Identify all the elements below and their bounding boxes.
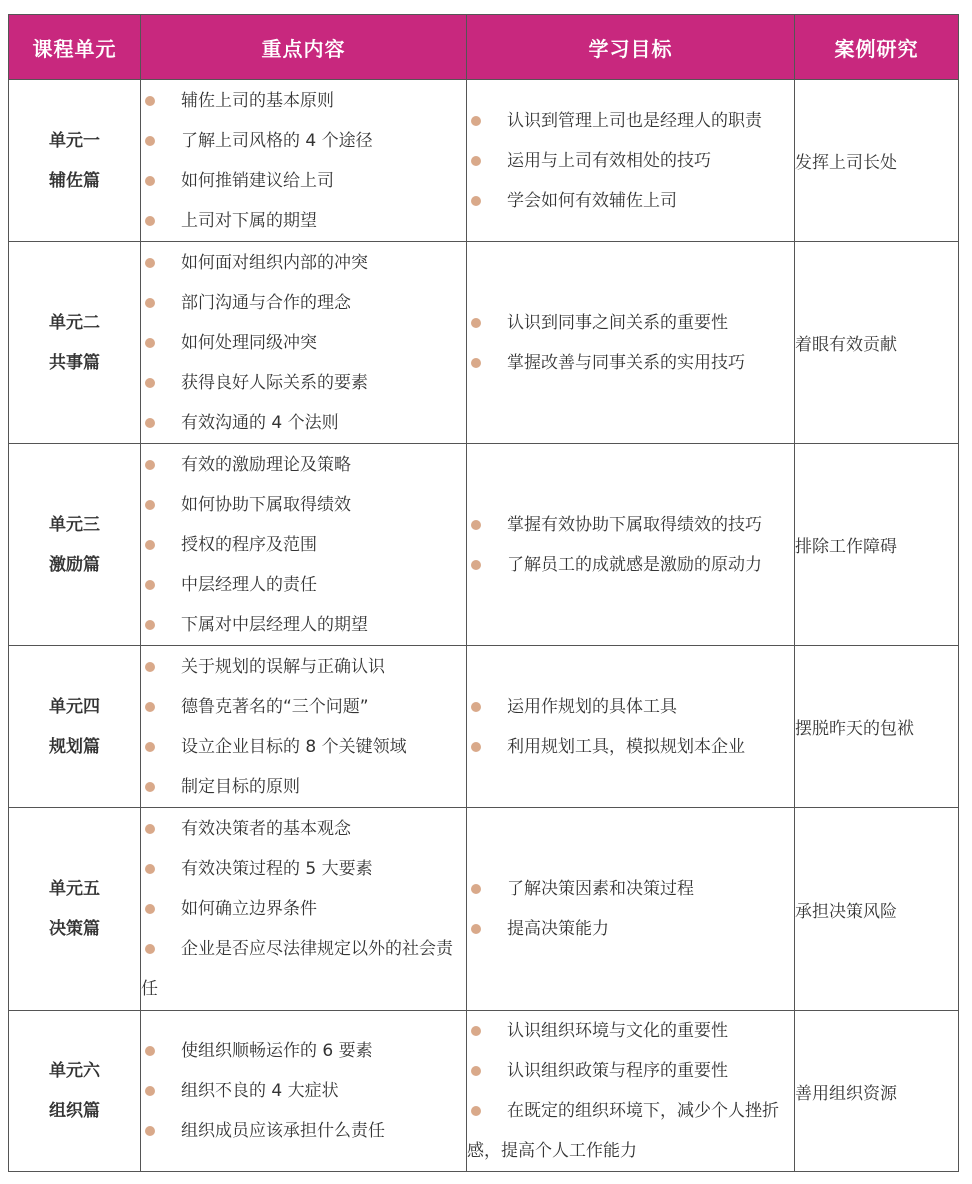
bullet-icon (145, 620, 155, 630)
goals-list (467, 1011, 794, 1171)
unit-title: 激励篇 (49, 554, 100, 575)
table-row (9, 808, 959, 1011)
list-item: 认识到管理上司也是经理人的职责 (467, 101, 794, 141)
list-item: 在既定的组织环境下，减少个人挫折感，提高个人工作能力 (467, 1101, 779, 1161)
list-item: 如何推销建议给上司 (141, 161, 466, 201)
unit-number: 单元六 (49, 1061, 100, 1081)
list-item: 中层经理人的责任 (141, 565, 466, 605)
unit-number: 单元三 (49, 514, 100, 535)
unit-title: 组织篇 (49, 1101, 100, 1121)
course-table (8, 14, 959, 1172)
unit-cell (9, 444, 141, 646)
goals-cell (467, 646, 795, 808)
bullet-icon (145, 298, 155, 308)
goals-list (467, 687, 794, 767)
list-item: 获得良好人际关系的要素 (141, 363, 466, 403)
table-row (9, 1011, 959, 1172)
bullet-icon (471, 924, 481, 934)
goals-cell (467, 444, 795, 646)
unit-title: 规划篇 (49, 736, 100, 757)
table-row (9, 444, 959, 646)
goals-list (467, 303, 794, 383)
bullet-icon (471, 702, 481, 712)
bullet-icon (145, 702, 155, 712)
key-points-cell (141, 444, 467, 646)
list-item: 掌握改善与同事关系的实用技巧 (467, 343, 794, 383)
table-row (9, 242, 959, 444)
list-item: 授权的程序及范围 (141, 525, 466, 565)
list-item: 了解员工的成就感是激励的原动力 (467, 545, 794, 585)
key-points-cell (141, 80, 467, 242)
bullet-icon (145, 500, 155, 510)
bullet-icon (145, 460, 155, 470)
case-study-cell: 着眼有效贡献 (795, 242, 959, 444)
list-item: 运用作规划的具体工具 (467, 687, 794, 727)
list-item: 有效的激励理论及策略 (141, 445, 466, 485)
goals-list (467, 505, 794, 585)
list-item: 如何处理同级冲突 (141, 323, 466, 363)
key-points-cell (141, 242, 467, 444)
list-item: 组织不良的 4 大症状 (141, 1071, 466, 1111)
bullet-icon (471, 156, 481, 166)
bullet-icon (145, 216, 155, 226)
list-item: 了解决策因素和决策过程 (467, 869, 794, 909)
goals-cell (467, 242, 795, 444)
list-item: 学会如何有效辅佐上司 (467, 181, 794, 221)
bullet-icon (145, 864, 155, 874)
bullet-icon (471, 520, 481, 530)
table-row (9, 80, 959, 242)
list-item: 企业是否应尽法律规定以外的社会责任 (141, 939, 453, 999)
list-item: 掌握有效协助下属取得绩效的技巧 (467, 505, 794, 545)
header-unit: 课程单元 (9, 15, 141, 80)
bullet-icon (145, 1126, 155, 1136)
list-item: 认识组织环境与文化的重要性 (467, 1011, 794, 1051)
key-points-cell (141, 1011, 467, 1172)
list-item: 下属对中层经理人的期望 (141, 605, 466, 645)
bullet-icon (145, 176, 155, 186)
list-item: 如何面对组织内部的冲突 (141, 243, 466, 283)
bullet-icon (471, 1066, 481, 1076)
bullet-icon (471, 358, 481, 368)
bullet-icon (145, 944, 155, 954)
key-points-list (141, 243, 466, 443)
list-item: 部门沟通与合作的理念 (141, 283, 466, 323)
key-points-cell (141, 646, 467, 808)
list-item: 德鲁克著名的“三个问题” (141, 687, 466, 727)
unit-cell (9, 646, 141, 808)
unit-number: 单元二 (49, 312, 100, 333)
goals-cell (467, 80, 795, 242)
list-item: 上司对下属的期望 (141, 201, 466, 241)
unit-title: 决策篇 (49, 919, 100, 939)
bullet-icon (471, 560, 481, 570)
bullet-icon (145, 782, 155, 792)
case-study-cell: 善用组织资源 (795, 1011, 959, 1172)
bullet-icon (471, 884, 481, 894)
list-item: 设立企业目标的 8 个关键领域 (141, 727, 466, 767)
list-item: 有效决策过程的 5 大要素 (141, 849, 466, 889)
bullet-icon (145, 338, 155, 348)
bullet-icon (145, 580, 155, 590)
bullet-icon (471, 318, 481, 328)
key-points-list (141, 81, 466, 241)
bullet-icon (471, 1106, 481, 1116)
bullet-icon (145, 136, 155, 146)
bullet-icon (145, 378, 155, 388)
list-item: 制定目标的原则 (141, 767, 466, 807)
unit-cell (9, 80, 141, 242)
unit-cell (9, 242, 141, 444)
bullet-icon (145, 662, 155, 672)
list-item: 运用与上司有效相处的技巧 (467, 141, 794, 181)
key-points-list (141, 809, 466, 1009)
bullet-icon (471, 196, 481, 206)
unit-title: 辅佐篇 (49, 170, 100, 191)
list-item: 辅佐上司的基本原则 (141, 81, 466, 121)
header-key-points: 重点内容 (141, 15, 467, 80)
unit-number: 单元一 (49, 130, 100, 151)
case-study-cell: 排除工作障碍 (795, 444, 959, 646)
unit-number: 单元五 (49, 879, 100, 899)
unit-title: 共事篇 (49, 352, 100, 373)
goals-list (467, 101, 794, 221)
bullet-icon (145, 742, 155, 752)
case-study-cell: 承担决策风险 (795, 808, 959, 1011)
bullet-icon (145, 824, 155, 834)
list-item: 了解上司风格的 4 个途径 (141, 121, 466, 161)
goals-list (467, 869, 794, 949)
list-item: 如何协助下属取得绩效 (141, 485, 466, 525)
case-study-cell: 摆脱昨天的包袱 (795, 646, 959, 808)
bullet-icon (145, 1086, 155, 1096)
goals-cell (467, 808, 795, 1011)
bullet-icon (145, 258, 155, 268)
key-points-list (141, 647, 466, 807)
list-item: 关于规划的误解与正确认识 (141, 647, 466, 687)
list-item: 利用规划工具，模拟规划本企业 (467, 727, 794, 767)
table-row (9, 646, 959, 808)
bullet-icon (145, 904, 155, 914)
list-item: 使组织顺畅运作的 6 要素 (141, 1031, 466, 1071)
case-study-cell: 发挥上司长处 (795, 80, 959, 242)
header-row (9, 15, 959, 80)
list-item: 有效沟通的 4 个法则 (141, 403, 466, 443)
unit-cell (9, 808, 141, 1011)
key-points-list (141, 445, 466, 645)
list-item: 组织成员应该承担什么责任 (141, 1111, 466, 1151)
key-points-cell (141, 808, 467, 1011)
list-item: 认识到同事之间关系的重要性 (467, 303, 794, 343)
bullet-icon (471, 742, 481, 752)
bullet-icon (471, 1026, 481, 1036)
list-item: 如何确立边界条件 (141, 889, 466, 929)
unit-cell (9, 1011, 141, 1172)
list-item: 有效决策者的基本观念 (141, 809, 466, 849)
key-points-list (141, 1031, 466, 1151)
list-item: 提高决策能力 (467, 909, 794, 949)
bullet-icon (145, 418, 155, 428)
list-item: 认识组织政策与程序的重要性 (467, 1051, 794, 1091)
bullet-icon (471, 116, 481, 126)
goals-cell (467, 1011, 795, 1172)
bullet-icon (145, 96, 155, 106)
header-goals: 学习目标 (467, 15, 795, 80)
header-case-study: 案例研究 (795, 15, 959, 80)
unit-number: 单元四 (49, 696, 100, 717)
bullet-icon (145, 540, 155, 550)
bullet-icon (145, 1046, 155, 1056)
